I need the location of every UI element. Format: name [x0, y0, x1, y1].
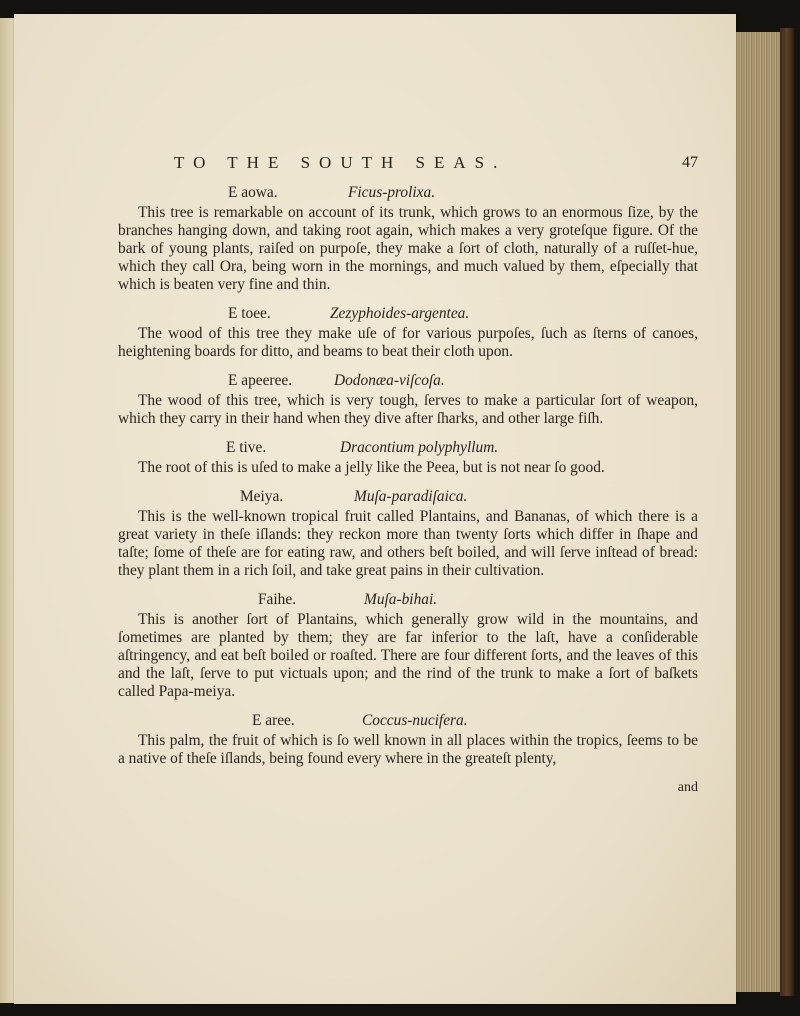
native-name: Meiya. — [240, 488, 284, 505]
entry-description: This is the well-known tropical fruit called Plantains, and Bananas, of which there is a great variety in theſe iſlands: they reckon more than twenty ſorts which differ in ſhape and taſte; ſome of theſe are for eating raw, and others beſt boiled, and will ſerve inſtead of bread: they plant them in a rich ſoil, and take great pains in their cultivation. — [118, 508, 698, 579]
plant-entry — [118, 305, 698, 361]
latin-name: Zezyphoides-argentea. — [330, 305, 470, 322]
running-title: TO THE SOUTH SEAS. — [174, 153, 507, 172]
latin-name: Muſa-paradiſaica. — [354, 488, 468, 505]
plant-entry — [118, 591, 698, 701]
latin-name: Muſa-bihai. — [364, 591, 438, 608]
catchword-line — [118, 779, 698, 797]
native-name: E aowa. — [228, 184, 278, 201]
entry-heading — [118, 488, 698, 507]
page-text — [118, 154, 698, 797]
latin-name: Dracontium polyphyllum. — [340, 439, 499, 456]
entry-heading — [118, 184, 698, 203]
entry-description: The wood of this tree they make uſe of for various purpoſes, ſuch as ſterns of canoes, heightening boards for ditto, and beams to beat their cloth upon. — [118, 325, 698, 360]
entry-description: The root of this is uſed to make a jelly like the Peea, but is not near ſo good. — [138, 459, 605, 476]
plant-entry — [118, 372, 698, 428]
native-name: E toee. — [228, 305, 271, 322]
page-number: 47 — [682, 154, 698, 171]
latin-name: Ficus-prolixa. — [348, 184, 436, 201]
entry-heading — [118, 591, 698, 610]
plant-entry — [118, 488, 698, 580]
catchword: and — [677, 780, 698, 795]
plant-entry — [118, 439, 698, 477]
entry-description: This tree is remarkable on account of its trunk, which grows to an enormous ſize, by the branches hanging down, and taking root again, which makes a very groteſque figure. Of the bark of young plants, raiſed on purpoſe, they make a ſort of cloth, naturally of a ruſſet-hue, which they call Ora, being worn in the mornings, and much valued by them, eſpecially that which is beaten very fine and thin. — [118, 204, 698, 293]
latin-name: Dodonæa-viſcoſa. — [334, 372, 445, 389]
native-name: E tive. — [226, 439, 267, 456]
plant-entry — [118, 712, 698, 768]
page-block-edges — [736, 32, 780, 992]
native-name: E aree. — [252, 712, 295, 729]
entry-heading — [118, 712, 698, 731]
native-name: E apeeree. — [228, 372, 293, 389]
native-name: Faihe. — [258, 591, 297, 608]
entry-description: This palm, the fruit of which is ſo well known in all places within the tropics, ſeems to be a native of theſe iſlands, being found every where in the greateſt plenty, — [118, 732, 698, 767]
entry-heading — [118, 372, 698, 391]
latin-name: Coccus-nucifera. — [362, 712, 468, 729]
entry-description: This is another ſort of Plantains, which generally grow wild in the mountains, and ſometimes are planted by them; they are far inferior to the laſt, have a conſiderable aſtringency, and eat beſt boiled or roaſted. There are four different ſorts, and the leaves of this and the laſt, ſerve to put victuals upon; and the rind of the trunk to make a ſort of baſkets called Papa-meiya. — [118, 611, 698, 700]
book-cover-edge — [780, 28, 794, 996]
entry-description: The wood of this tree, which is very tough, ſerves to make a particular ſort of weapon, which they carry in their hand when they dive after ſharks, and other large fiſh. — [118, 392, 698, 427]
running-head — [118, 154, 698, 178]
plant-entry — [118, 184, 698, 294]
entry-heading — [118, 439, 698, 458]
entry-heading — [118, 305, 698, 324]
